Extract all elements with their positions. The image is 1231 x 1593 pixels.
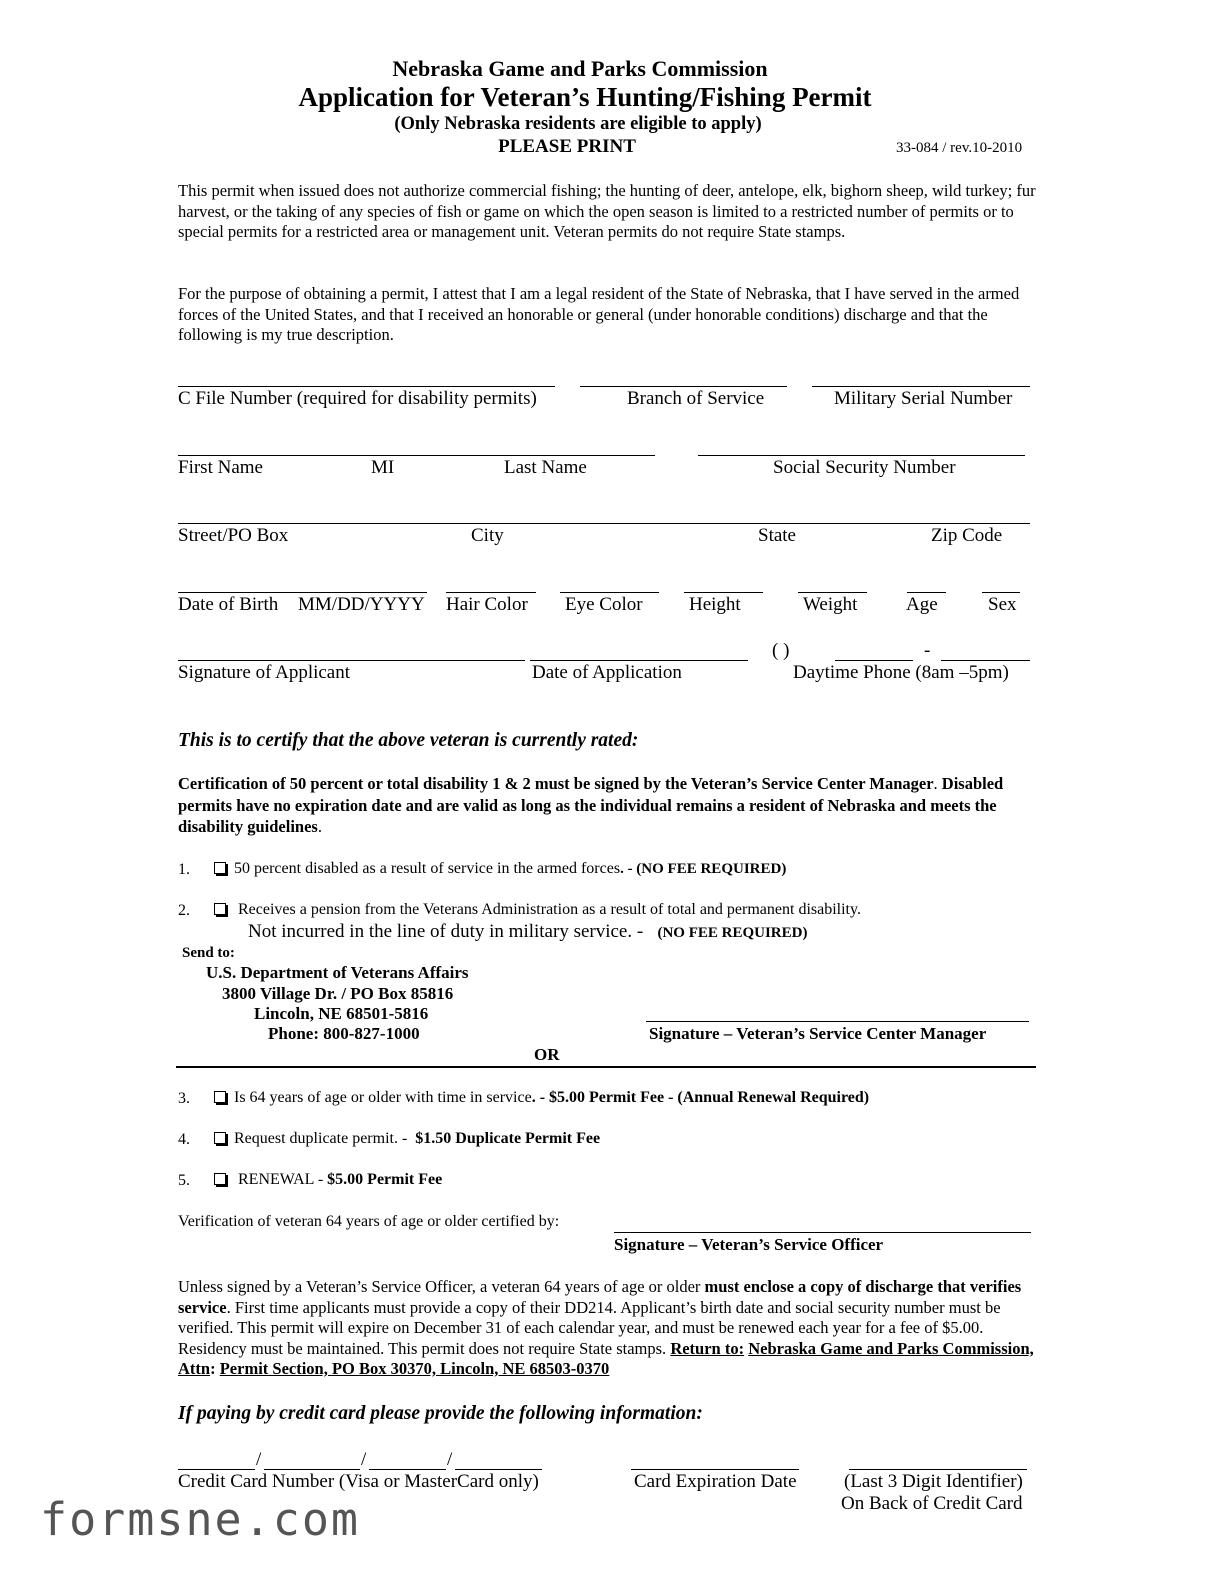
option-2-number: 2. xyxy=(178,902,190,919)
option-1-text: 50 percent disabled as a result of service in the armed forces xyxy=(234,860,621,877)
option-5-row xyxy=(214,1171,442,1189)
send-to-line-2: 3800 Village Dr. / PO Box 85816 xyxy=(222,984,454,1003)
card-slash-1: / xyxy=(256,1449,262,1470)
please-print: PLEASE PRINT xyxy=(498,136,636,157)
send-to-line-1: U.S. Department of Veterans Affairs xyxy=(206,963,469,982)
option-3-row xyxy=(214,1089,869,1107)
watermark: formsne.com xyxy=(40,1493,361,1546)
age-line[interactable] xyxy=(907,592,946,593)
option-5-text: RENEWAL - xyxy=(238,1171,324,1188)
option-4-checkbox[interactable] xyxy=(214,1132,226,1144)
branch-label: Branch of Service xyxy=(627,388,765,409)
closing-text-2: . First time applicants must provide a copy of their DD214. Applicant’s birth date and social security number must be verified. This permit will expire on December 31 of each calendar year, and must be renewed each year for a fee of $5.00. Residency must be maintained. This permit does not require State stamps. xyxy=(178,1297,1001,1358)
officer-signature-line[interactable] xyxy=(614,1232,1031,1233)
hair-line[interactable] xyxy=(446,592,536,593)
card-slash-2: / xyxy=(361,1449,367,1470)
eye-line[interactable] xyxy=(560,592,659,593)
return-address: Permit Section, PO Box 30370, Lincoln, NE 68503-0370 xyxy=(219,1359,610,1378)
dob-label: Date of Birth xyxy=(178,594,279,615)
expiration-label: Card Expiration Date xyxy=(634,1471,797,1492)
phone-number-line[interactable] xyxy=(941,660,1030,661)
officer-signature-label: Signature – Veteran’s Service Officer xyxy=(614,1235,884,1254)
serial-line[interactable] xyxy=(812,386,1030,387)
certify-note xyxy=(178,773,1048,838)
branch-line[interactable] xyxy=(580,386,787,387)
option-2-text-2 xyxy=(248,921,807,943)
or-label: OR xyxy=(534,1045,560,1064)
send-to-line-4: Phone: 800-827-1000 xyxy=(268,1024,420,1043)
intro-paragraph-2: For the purpose of obtaining a permit, I attest that I am a legal resident of the State of Nebraska, that I have served in the armed forces of the United States, and that I received an honorable or general (under honorable conditions) discharge and that the following is my true description. xyxy=(178,284,1020,344)
send-to-label: Send to: xyxy=(182,945,235,961)
closing-text-1: Unless signed by a Veteran’s Service Officer, a veteran 64 years of age or older xyxy=(178,1277,705,1296)
intro-paragraph-1: This permit when issued does not authorize commercial fishing; the hunting of deer, antelope, elk, bighorn sheep, wild turkey; fur harvest, or the taking of any species of fish or game on which the open season is limited to a restricted number of permits or to special permits for a restricted area or management unit. Veteran permits do not require State stamps. xyxy=(178,181,1036,241)
last-name-label: Last Name xyxy=(504,457,587,478)
card-slash-3: / xyxy=(447,1449,453,1470)
card-number-line-1[interactable] xyxy=(178,1469,255,1470)
phone-area-paren: ( ) xyxy=(772,640,790,661)
option-3-text: Is 64 years of age or older with time in service xyxy=(234,1089,532,1106)
dob-format-label: MM/DD/YYYY xyxy=(298,594,425,615)
sex-line[interactable] xyxy=(982,592,1020,593)
option-2-fee: (NO FEE REQUIRED) xyxy=(657,925,808,941)
card-number-label: Credit Card Number (Visa or MasterCard only) xyxy=(178,1471,539,1492)
mi-label: MI xyxy=(371,457,395,478)
sex-label: Sex xyxy=(988,594,1017,615)
option-3-checkbox[interactable] xyxy=(214,1091,226,1103)
form-number: 33-084 / rev.10-2010 xyxy=(896,140,1023,156)
option-3-fee: . - $5.00 Permit Fee - (Annual Renewal Required) xyxy=(531,1089,870,1106)
verification-label: Verification of veteran 64 years of age or older certified by: xyxy=(178,1213,560,1230)
manager-signature-label: Signature – Veteran’s Service Center Manager xyxy=(649,1024,987,1043)
first-name-label: First Name xyxy=(178,457,263,478)
option-2-text-line-2: Not incurred in the line of duty in military service. - xyxy=(248,921,644,942)
option-1-row xyxy=(214,860,786,878)
phone-prefix-line[interactable] xyxy=(835,660,913,661)
phone-dash: - xyxy=(924,640,931,661)
city-label: City xyxy=(471,525,504,546)
manager-signature-line[interactable] xyxy=(646,1021,1029,1022)
attn-label: Attn xyxy=(178,1359,211,1378)
org-name: Nebraska Game and Parks Commission xyxy=(392,56,768,81)
identifier-label-2: On Back of Credit Card xyxy=(841,1493,1023,1514)
hair-label: Hair Color xyxy=(446,594,528,615)
weight-line[interactable] xyxy=(798,592,867,593)
option-5-checkbox[interactable] xyxy=(214,1173,226,1185)
date-app-label: Date of Application xyxy=(532,662,682,683)
height-line[interactable] xyxy=(684,592,763,593)
return-org: Nebraska Game and Parks Commission, xyxy=(748,1338,1034,1358)
option-2-checkbox[interactable] xyxy=(214,903,226,915)
identifier-line[interactable] xyxy=(849,1469,1027,1470)
phone-label: Daytime Phone (8am –5pm) xyxy=(793,662,1009,683)
height-label: Height xyxy=(689,594,741,615)
option-1-checkbox[interactable] xyxy=(214,862,226,874)
expiration-line[interactable] xyxy=(631,1469,799,1470)
return-to-label: Return to: xyxy=(670,1338,745,1358)
card-number-line-3[interactable] xyxy=(369,1469,446,1470)
attn-colon: : xyxy=(210,1359,220,1378)
option-4-number: 4. xyxy=(178,1131,190,1148)
ssn-line[interactable] xyxy=(698,455,1025,456)
weight-label: Weight xyxy=(803,594,858,615)
name-line[interactable] xyxy=(178,455,655,456)
certify-note-period-1: . xyxy=(933,774,938,793)
option-5-fee: $5.00 Permit Fee xyxy=(327,1171,443,1188)
option-4-text: Request duplicate permit. - xyxy=(234,1130,408,1147)
c-file-line[interactable] xyxy=(178,386,555,387)
form-title: Application for Veteran’s Hunting/Fishing Permit xyxy=(298,82,872,112)
dob-line[interactable] xyxy=(178,592,427,593)
option-4-fee: $1.50 Duplicate Permit Fee xyxy=(415,1130,601,1147)
closing-text-bold: must enclose a copy of discharge that verifies service xyxy=(178,1277,1022,1317)
option-2-text: Receives a pension from the Veterans Administration as a result of total and permanent disability. xyxy=(238,901,861,918)
certify-heading: This is to certify that the above veteran is currently rated: xyxy=(178,730,639,751)
or-divider xyxy=(176,1066,1036,1068)
option-3-number: 3. xyxy=(178,1090,190,1107)
zip-label: Zip Code xyxy=(931,525,1003,546)
certify-note-period-2: . xyxy=(317,817,322,836)
signature-line[interactable] xyxy=(178,660,525,661)
age-label: Age xyxy=(906,594,938,615)
send-to-line-3: Lincoln, NE 68501-5816 xyxy=(254,1004,429,1023)
date-app-line[interactable] xyxy=(530,660,748,661)
eye-label: Eye Color xyxy=(565,594,643,615)
street-label: Street/PO Box xyxy=(178,525,289,546)
serial-label: Military Serial Number xyxy=(834,388,1013,409)
state-label: State xyxy=(758,525,796,546)
option-1-number: 1. xyxy=(178,861,190,878)
ssn-label: Social Security Number xyxy=(773,457,956,478)
card-number-line-4[interactable] xyxy=(455,1469,542,1470)
option-4-row xyxy=(214,1130,600,1148)
certify-note-2: Disabled permits have no expiration date and are valid as long as the individual remains a resident of Nebraska and meets the disability guidelines xyxy=(178,774,1004,836)
certify-note-1: Certification of 50 percent or total disability 1 & 2 must be signed by the Veteran’s Service Center Manager xyxy=(178,774,934,793)
credit-heading: If paying by credit card please provide the following information: xyxy=(178,1403,703,1424)
option-5-number: 5. xyxy=(178,1172,190,1189)
card-number-line-2[interactable] xyxy=(264,1469,360,1470)
identifier-label: (Last 3 Digit Identifier) xyxy=(844,1471,1023,1492)
c-file-label: C File Number (required for disability permits) xyxy=(178,388,537,409)
address-line[interactable] xyxy=(178,523,1030,524)
option-2-row xyxy=(214,901,861,919)
closing-paragraph xyxy=(178,1277,1046,1380)
form-subtitle: (Only Nebraska residents are eligible to apply) xyxy=(394,114,762,134)
signature-label: Signature of Applicant xyxy=(178,662,351,683)
option-1-fee: . - (NO FEE REQUIRED) xyxy=(620,861,787,877)
